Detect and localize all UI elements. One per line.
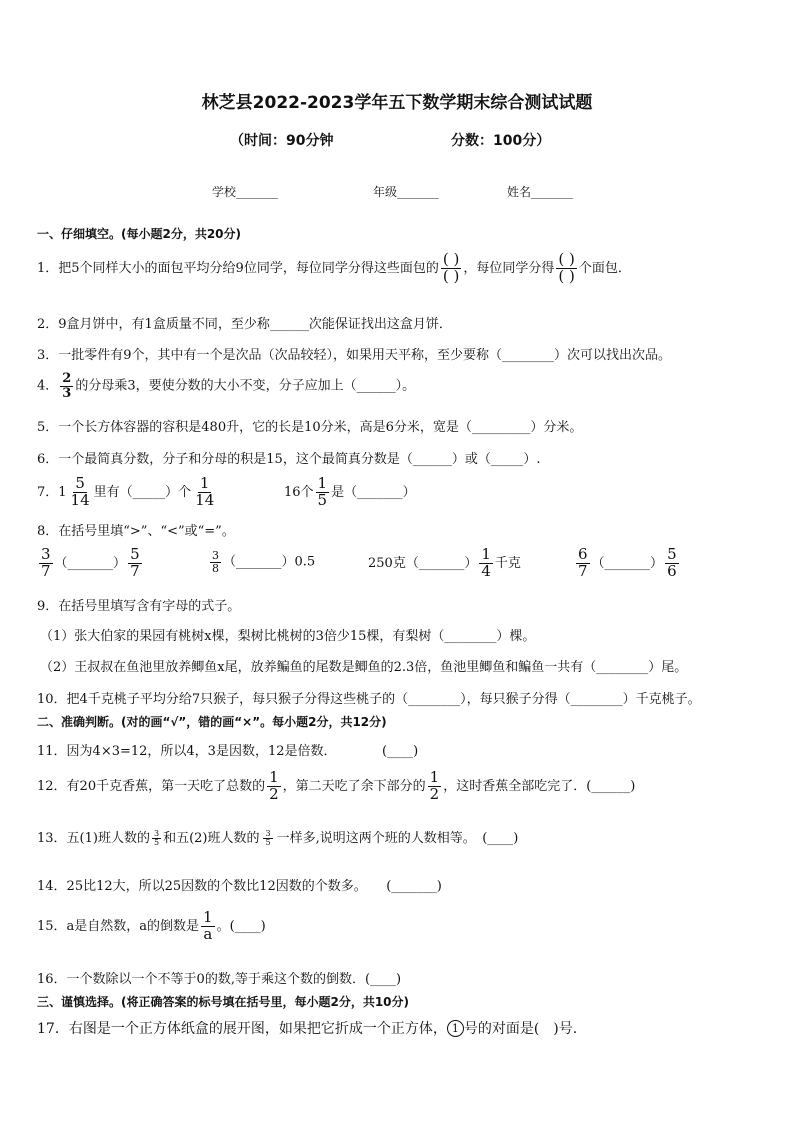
q7-fraction-2: $\frac{1}{14}$ xyxy=(195,474,215,509)
question-1 xyxy=(37,252,631,285)
q1-blank-fraction-2: $\frac{( )}{( )}$ xyxy=(558,250,575,285)
question-9-intro: 9．在括号里填写含有字母的式子。 xyxy=(37,599,241,614)
question-4: 4． $\frac{2}{3}$ 的分母乘3，要使分数的大小不变，分子应加上（______）。 xyxy=(37,371,416,401)
question-10: 10．把4千克桃子平均分给7只猴子，每只猴子分得这些桃子的（________），每只猴子分得（________）千克桃子。 xyxy=(37,692,701,707)
question-7: 7．1 $\frac{5}{14}$ 里有（_____）个 $\frac{1}{14}$ xyxy=(37,474,215,509)
q8-compare-c: 250克（_______） $\frac{1}{4}$ 千克 xyxy=(368,545,521,580)
q7-fraction-1: $\frac{5}{14}$ xyxy=(70,474,90,509)
q1-text-b: ，每位同学分得 xyxy=(463,260,555,276)
question-12: 12．有20千克香蕉，第一天吃了总数的 $\frac{1}{2}$ ，第二天吃了余下部分的 $\frac{1}{2}$ ，这时香蕉全部吃完了．(______) xyxy=(37,768,636,803)
section3-heading: 三、谨慎选择。(将正确答案的标号填在括号里，每小题2分，共10分) xyxy=(37,995,410,1009)
question-17: 17．右图是一个正方体纸盒的展开图，如果把它折成一个正方体， 1 号的对面是( )号. xyxy=(37,1021,578,1037)
q7-fraction-3: $\frac{1}{5}$ xyxy=(317,474,328,509)
question-3: 3．一批零件有9个，其中有一个是次品（次品较轻），如果用天平称，至少要称（________）次可以找出次品。 xyxy=(37,348,672,363)
circled-number-1: 1 xyxy=(447,1020,464,1037)
question-2: 2．9盒月饼中，有1盒质量不同，至少称______次能保证找出这盒月饼． xyxy=(37,317,452,332)
q8-compare-a: $\frac{3}{7}$ （_______） $\frac{5}{7}$ xyxy=(41,545,140,580)
question-16: 16．一个数除以一个不等于0的数,等于乘这个数的倒数．(____) xyxy=(37,972,402,987)
question-14: 14．25比12大，所以25因数的个数比12因数的个数多。 (_______) xyxy=(37,879,442,894)
q8-compare-d: $\frac{6}{7}$ （_______） $\frac{5}{6}$ xyxy=(578,545,677,580)
exam-title: 林芝县2022-2023学年五下数学期末综合测试试题 xyxy=(201,93,593,113)
q13-fraction-1: $\frac{3}{5}$ xyxy=(153,829,160,848)
question-9-part-2: （2）王叔叔在鱼池里放养鲫鱼x尾，放养鳊鱼的尾数是鲫鱼的2.3倍，鱼池里鲫鱼和鳊鱼一共有（________）尾。 xyxy=(40,660,688,675)
q1-blank-fraction-1: $\frac{( )}{( )}$ xyxy=(442,250,460,285)
q4-fraction: $\frac{2}{3}$ xyxy=(62,371,72,401)
question-13: 13．五(1)班人数的 $\frac{3}{5}$ 和五(2)班人数的 $\frac{3}{5}$ 一样多,说明这两个班的人数相等。 (____) xyxy=(37,829,519,848)
exam-score: 分数：100分） xyxy=(451,133,551,149)
grade-field: 年级_______ xyxy=(373,185,440,199)
q1-text-c: 个面包． xyxy=(578,260,631,276)
section1-heading: 一、仔细填空。(每小题2分，共20分) xyxy=(37,227,242,241)
question-8-intro: 8．在括号里填“>”、“<”或“=”。 xyxy=(37,524,235,539)
q15-fraction: $\frac{1}{a}$ xyxy=(203,908,213,943)
q1-text-a: 1．把5个同样大小的面包平均分给9位同学，每位同学分得这些面包的 xyxy=(37,260,439,276)
school-field: 学校_______ xyxy=(212,185,279,199)
q12-fraction-2: $\frac{1}{2}$ xyxy=(429,768,440,803)
question-6: 6．一个最简真分数，分子和分母的积是15，这个最简真分数是（______）或（_____）. xyxy=(37,452,541,467)
exam-time: （时间：90分钟 xyxy=(230,133,334,149)
question-11: 11．因为4×3=12，所以4，3是因数，12是倍数． (____) xyxy=(37,744,419,759)
question-9-part-1: （1）张大伯家的果园有桃树x棵，梨树比桃树的3倍少15棵，有梨树（________）棵。 xyxy=(40,629,536,644)
name-field: 姓名_______ xyxy=(507,185,574,199)
question-7-part-2: 16个 $\frac{1}{5}$ 是（_______） xyxy=(284,474,416,509)
question-15: 15．a是自然数，a的倒数是 $\frac{1}{a}$ 。(____) xyxy=(37,908,266,943)
section2-heading: 二、准确判断。(对的画“√”，错的画“×”。每小题2分，共12分) xyxy=(37,715,387,729)
q8-compare-b: $\frac{3}{8}$ （_______）0.5 xyxy=(212,549,316,575)
q13-fraction-2: $\frac{3}{5}$ xyxy=(265,829,271,848)
q12-fraction-1: $\frac{1}{2}$ xyxy=(269,768,279,803)
question-5: 5．一个长方体容器的容积是480升，它的长是10分米，高是6分米，宽是（_________）分米。 xyxy=(37,420,583,435)
